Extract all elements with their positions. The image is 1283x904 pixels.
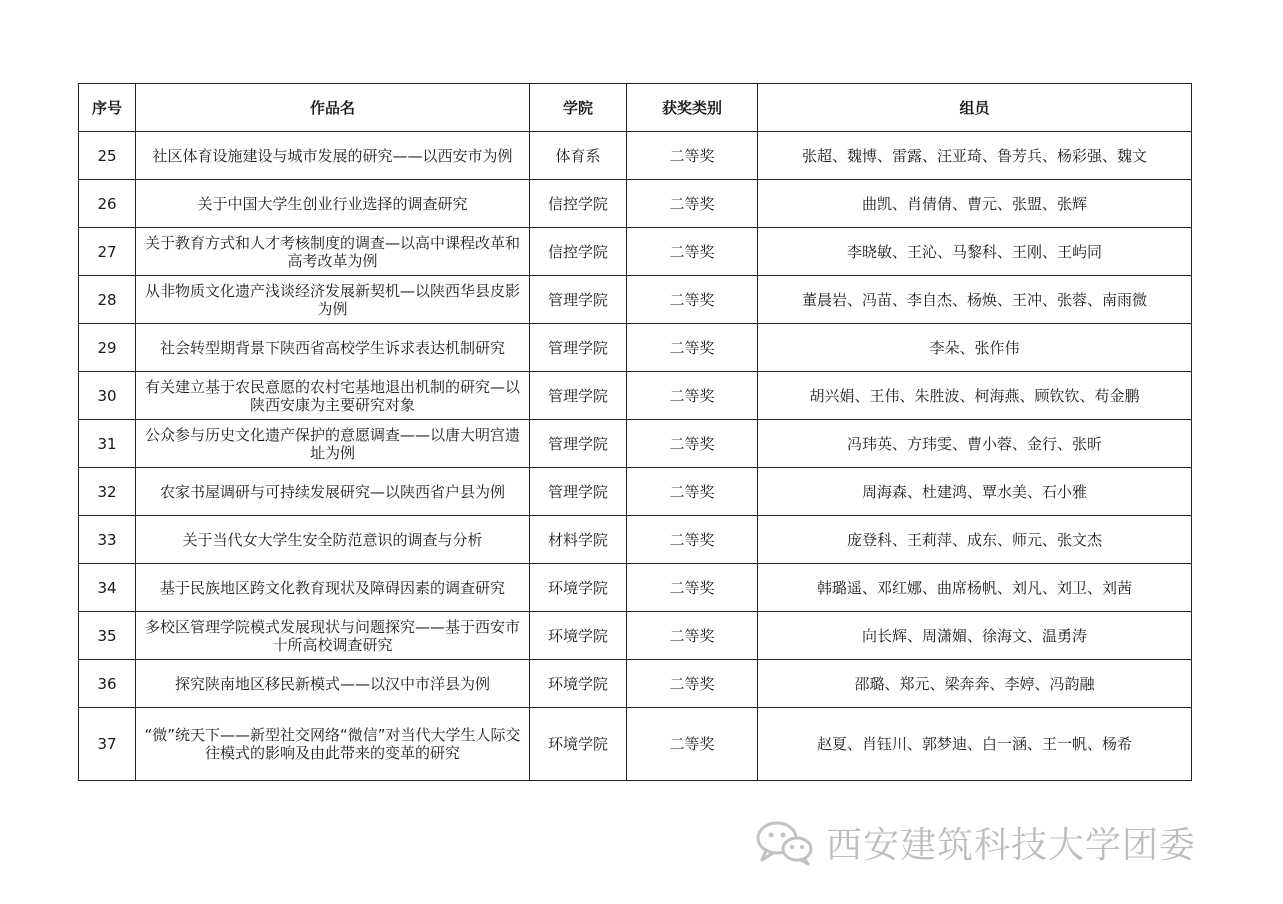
header-row xyxy=(79,84,1192,132)
cell-award: 二等奖 xyxy=(627,468,758,516)
cell-title: 多校区管理学院模式发展现状与问题探究——基于西安市十所高校调查研究 xyxy=(136,612,530,660)
watermark xyxy=(752,814,1196,870)
header-title: 作品名 xyxy=(136,84,530,132)
cell-college: 管理学院 xyxy=(530,372,627,420)
cell-title: 关于中国大学生创业行业选择的调查研究 xyxy=(136,180,530,228)
cell-no: 30 xyxy=(79,372,136,420)
table-row xyxy=(79,276,1192,324)
cell-members: 韩璐遥、邓红娜、曲席杨帆、刘凡、刘卫、刘茜 xyxy=(758,564,1192,612)
cell-college: 管理学院 xyxy=(530,420,627,468)
cell-members: 周海森、杜建鸿、覃水美、石小雅 xyxy=(758,468,1192,516)
cell-award: 二等奖 xyxy=(627,276,758,324)
table-row xyxy=(79,564,1192,612)
cell-college: 材料学院 xyxy=(530,516,627,564)
cell-title: 探究陕南地区移民新模式——以汉中市洋县为例 xyxy=(136,660,530,708)
cell-title: 关于当代女大学生安全防范意识的调查与分析 xyxy=(136,516,530,564)
wechat-icon xyxy=(752,818,816,866)
cell-members: 庞登科、王莉萍、成东、师元、张文杰 xyxy=(758,516,1192,564)
cell-members: 李晓敏、王沁、马黎科、王刚、王屿同 xyxy=(758,228,1192,276)
cell-members: 胡兴娟、王伟、朱胜波、柯海燕、顾钦钦、苟金鹏 xyxy=(758,372,1192,420)
cell-college: 环境学院 xyxy=(530,564,627,612)
cell-award: 二等奖 xyxy=(627,324,758,372)
table-row xyxy=(79,180,1192,228)
cell-college: 信控学院 xyxy=(530,180,627,228)
table-row xyxy=(79,612,1192,660)
cell-award: 二等奖 xyxy=(627,660,758,708)
cell-no: 35 xyxy=(79,612,136,660)
awards-table xyxy=(78,83,1192,781)
cell-award: 二等奖 xyxy=(627,516,758,564)
cell-award: 二等奖 xyxy=(627,612,758,660)
table-row xyxy=(79,228,1192,276)
cell-title: 从非物质文化遗产浅谈经济发展新契机—以陕西华县皮影为例 xyxy=(136,276,530,324)
cell-members: 邵璐、郑元、梁奔奔、李婷、冯韵融 xyxy=(758,660,1192,708)
header-college: 学院 xyxy=(530,84,627,132)
cell-title: 农家书屋调研与可持续发展研究—以陕西省户县为例 xyxy=(136,468,530,516)
cell-award: 二等奖 xyxy=(627,372,758,420)
cell-no: 29 xyxy=(79,324,136,372)
cell-college: 管理学院 xyxy=(530,276,627,324)
cell-no: 26 xyxy=(79,180,136,228)
cell-college: 体育系 xyxy=(530,132,627,180)
table-row xyxy=(79,132,1192,180)
cell-award: 二等奖 xyxy=(627,132,758,180)
cell-no: 32 xyxy=(79,468,136,516)
cell-no: 31 xyxy=(79,420,136,468)
cell-award: 二等奖 xyxy=(627,564,758,612)
header-award: 获奖类别 xyxy=(627,84,758,132)
cell-college: 环境学院 xyxy=(530,708,627,781)
cell-no: 28 xyxy=(79,276,136,324)
cell-college: 环境学院 xyxy=(530,612,627,660)
cell-members: 曲凯、肖倩倩、曹元、张盟、张辉 xyxy=(758,180,1192,228)
table-row xyxy=(79,468,1192,516)
cell-award: 二等奖 xyxy=(627,708,758,781)
table-row xyxy=(79,660,1192,708)
cell-title: 关于教育方式和人才考核制度的调查—以高中课程改革和高考改革为例 xyxy=(136,228,530,276)
header-no: 序号 xyxy=(79,84,136,132)
cell-title: 社区体育设施建设与城市发展的研究——以西安市为例 xyxy=(136,132,530,180)
cell-no: 36 xyxy=(79,660,136,708)
table-row xyxy=(79,708,1192,781)
cell-college: 信控学院 xyxy=(530,228,627,276)
cell-members: 董晨岩、冯苗、李自杰、杨焕、王冲、张蓉、南雨微 xyxy=(758,276,1192,324)
cell-members: 冯玮英、方玮雯、曹小蓉、金行、张昕 xyxy=(758,420,1192,468)
cell-no: 33 xyxy=(79,516,136,564)
cell-no: 25 xyxy=(79,132,136,180)
header-members: 组员 xyxy=(758,84,1192,132)
cell-award: 二等奖 xyxy=(627,420,758,468)
cell-title: 公众参与历史文化遗产保护的意愿调查——以唐大明宫遗址为例 xyxy=(136,420,530,468)
cell-no: 27 xyxy=(79,228,136,276)
cell-title: 有关建立基于农民意愿的农村宅基地退出机制的研究—以陕西安康为主要研究对象 xyxy=(136,372,530,420)
table-row xyxy=(79,324,1192,372)
table-row xyxy=(79,516,1192,564)
cell-college: 环境学院 xyxy=(530,660,627,708)
cell-college: 管理学院 xyxy=(530,468,627,516)
cell-members: 张超、魏博、雷露、汪亚琦、鲁芳兵、杨彩强、魏文 xyxy=(758,132,1192,180)
cell-title: 基于民族地区跨文化教育现状及障碍因素的调查研究 xyxy=(136,564,530,612)
watermark-text: 西安建筑科技大学团委 xyxy=(826,824,1197,866)
cell-title: “微”统天下——新型社交网络“微信”对当代大学生人际交往模式的影响及由此带来的变革的研究 xyxy=(136,708,530,781)
table-row xyxy=(79,372,1192,420)
cell-award: 二等奖 xyxy=(627,180,758,228)
table-row xyxy=(79,420,1192,468)
cell-award: 二等奖 xyxy=(627,228,758,276)
cell-college: 管理学院 xyxy=(530,324,627,372)
cell-members: 向长辉、周潇媚、徐海文、温勇涛 xyxy=(758,612,1192,660)
cell-no: 34 xyxy=(79,564,136,612)
cell-members: 李朵、张作伟 xyxy=(758,324,1192,372)
cell-no: 37 xyxy=(79,708,136,781)
cell-members: 赵夏、肖钰川、郭梦迪、白一涵、王一帆、杨希 xyxy=(758,708,1192,781)
cell-title: 社会转型期背景下陕西省高校学生诉求表达机制研究 xyxy=(136,324,530,372)
